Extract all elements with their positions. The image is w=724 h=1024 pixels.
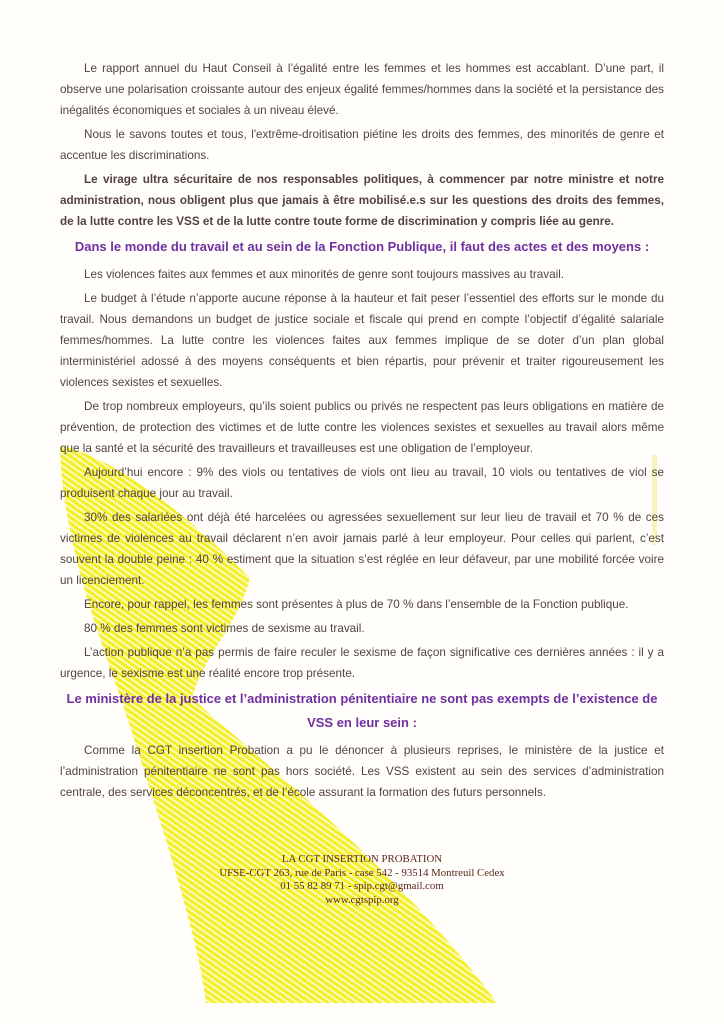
paragraph-action-publique: L’action publique n’a pas permis de faire reculer le sexisme de façon significative ces dernières années : il y a urgence, le sexisme est une réalité encore trop présente. [60, 646, 664, 680]
section-heading-ministere-justice: Le ministère de la justice et l’administration pénitentiaire ne sont pas exempts de l’existence de VSS en leur sein : [66, 691, 658, 730]
section-heading-monde-du-travail: Dans le monde du travail et au sein de la Fonction Publique, il faut des actes et des moyens : [74, 239, 650, 254]
paragraph-extreme-droitisation: Nous le savons toutes et tous, l'extrême-droitisation piétine les droits des femmes, des minorités de genre et accentue les discriminations. [60, 128, 664, 162]
paragraph-budget: Le budget à l’étude n’apporte aucune réponse à la hauteur et fait peser l’essentiel des efforts sur le monde du travail. Nous demandons un budget de justice sociale et fiscale qui prend en compte l’objectif d’égalité salariale femmes/hommes. La lutte contre les violences faites aux femmes implique de se doter d’un plan global interministériel adossé à des moyens conséquents et bien répartis, pour prévenir et traiter rigoureusement les violences sexistes et sexuelles. [60, 292, 664, 389]
footer-org-name: LA CGT INSERTION PROBATION [281, 853, 443, 865]
paragraph-virage-securitaire: Le virage ultra sécuritaire de nos responsables politiques, à commencer par notre ministre et notre administration, nous obligent plus que jamais à être mobilisé.e.s sur les questions des droits des femmes, de la lutte contre les VSS et de la lutte contre toute forme de discrimination y compris liée au genre. [60, 173, 664, 228]
footer-phone-email: 01 55 82 89 71 - spip.cgt@gmail.com [280, 880, 444, 892]
paragraph-sexisme-80: 80 % des femmes sont victimes de sexisme au travail. [84, 622, 365, 635]
paragraph-viols-travail: Aujourd’hui encore : 9% des viols ou tentatives de viols ont lieu au travail, 10 viols ou tentatives de viol se produisent chaque jour au travail. [60, 466, 664, 500]
paragraph-violences-massives: Les violences faites aux femmes et aux minorités de genre sont toujours massives au travail. [84, 268, 565, 281]
footer-address: UFSE-CGT 263, rue de Paris - case 542 - 93514 Montreuil Cedex [219, 866, 505, 879]
footer-block [60, 853, 664, 907]
paragraph-fonction-publique-70: Encore, pour rappel, les femmes sont présentes à plus de 70 % dans l’ensemble de la Fonction publique. [84, 598, 629, 611]
paragraph-rapport-annuel: Le rapport annuel du Haut Conseil à l’égalité entre les femmes et les hommes est accablant. D’une part, il observe une polarisation croissante autour des enjeux égalité femmes/hommes dans la société et la persistance des inégalités économiques et sociales à un niveau élevé. [60, 62, 664, 117]
paragraph-cgt-insertion-probation: Comme la CGT insertion Probation a pu le dénoncer à plusieurs reprises, le ministère de la justice et l’administration pénitentiaire ne sont pas hors société. Les VSS existent au sein des services d’administration centrale, des services déconcentrés, et de l’école assurant la formation des futurs personnels. [60, 744, 664, 799]
paragraph-salariees-harcelees: 30% des salariées ont déjà été harcelées ou agressées sexuellement sur leur lieu de travail et 70 % de ces victimes de violences au travail déclarent n’en avoir jamais parlé à leur employeur. Pour celles qui parlent, c’est souvent la double peine : 40 % estiment que la situation s’est réglée en leur défaveur, par une mobilité forcée voire un licenciement. [60, 511, 664, 587]
paragraph-employeurs: De trop nombreux employeurs, qu’ils soient publics ou privés ne respectent pas leurs obligations en matière de prévention, de protection des victimes et de lutte contre les violences sexistes et sexuelles au travail alors même que la santé et la sécurité des travailleurs et travailleuses est une obligation de l’employeur. [60, 400, 664, 455]
footer-website: www.cgtspip.org [325, 893, 399, 906]
